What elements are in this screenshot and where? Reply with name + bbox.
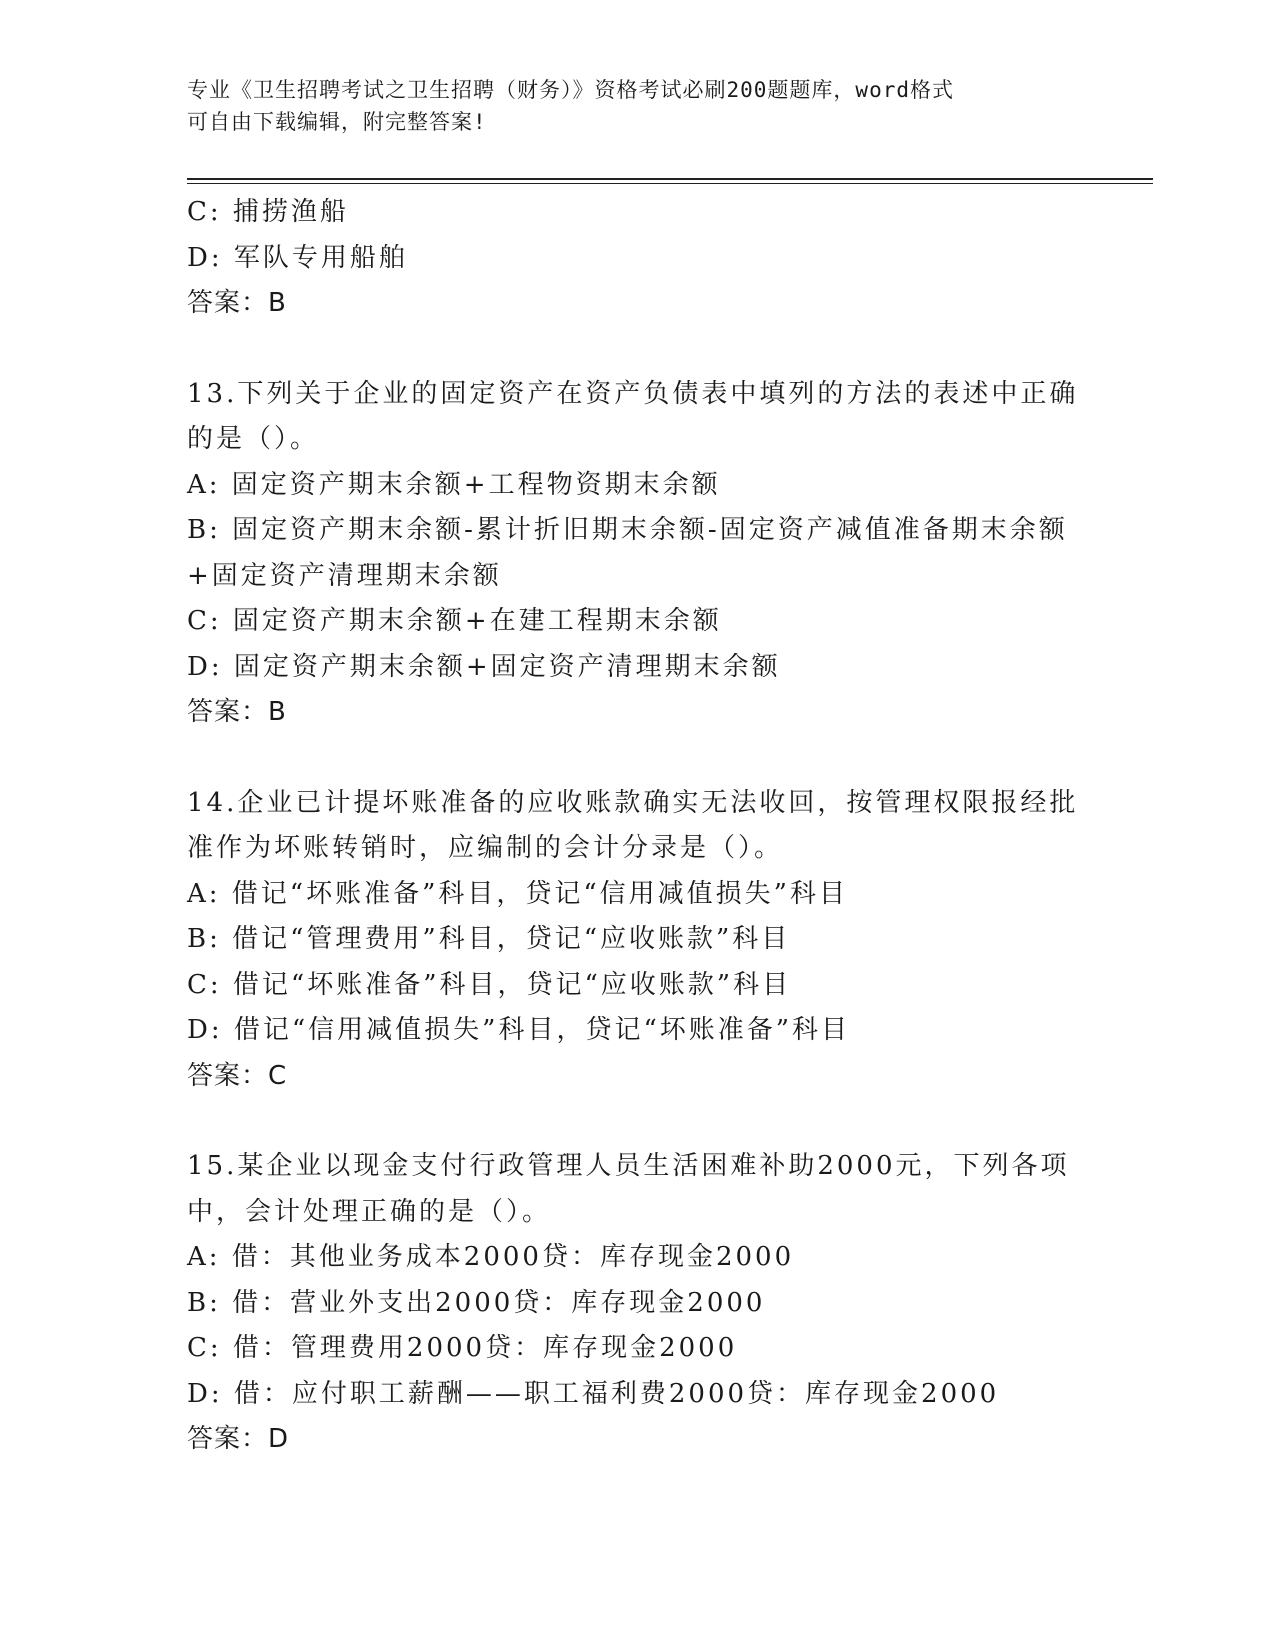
question-spacer [187, 736, 1087, 781]
option-a: A: 借：其他业务成本2000贷：库存现金2000 [187, 1242, 795, 1272]
header-rule-thin [187, 183, 1153, 184]
question-stem: 15.某企业以现金支付行政管理人员生活困难补助2000元，下列各项 [187, 1151, 1070, 1181]
option-c: C: 固定资产期末余额+在建工程期末余额 [187, 606, 722, 636]
option-c: C: 借记“坏账准备”科目，贷记“应收账款”科目 [187, 969, 792, 1000]
option-d: D: 固定资产期末余额+固定资产清理期末余额 [187, 651, 781, 682]
option-c: C: 借：管理费用2000贷：库存现金2000 [187, 1333, 738, 1363]
question-stem-continued: 的是（）。 [187, 424, 320, 454]
answer-line: 答案：D [187, 1424, 290, 1454]
question-list [187, 190, 1087, 1463]
option-a: A: 固定资产期末余额+工程物资期末余额 [187, 469, 721, 500]
option-d: D: 军队专用船舶 [187, 242, 408, 273]
option-b-continued: +固定资产清理期末余额 [187, 560, 502, 591]
answer-line: 答案：B [187, 288, 287, 318]
option-b: B: 借记“管理费用”科目，贷记“应收账款”科目 [187, 924, 791, 954]
option-b: B: 固定资产期末余额-累计折旧期末余额-固定资产减值准备期末余额 [187, 515, 1068, 545]
question-12 [187, 190, 1087, 327]
option-c: C: 捕捞渔船 [187, 197, 349, 227]
document-header [187, 74, 1067, 138]
question-spacer [187, 1099, 1087, 1144]
question-13 [187, 372, 1087, 736]
header-line-1: 专业《卫生招聘考试之卫生招聘（财务）》资格考试必刷200题题库，word格式 [187, 78, 954, 102]
question-15 [187, 1144, 1087, 1463]
question-stem: 14.企业已计提坏账准备的应收账款确实无法收回，按管理权限报经批 [187, 787, 1079, 818]
header-line-2: 可自由下载编辑，附完整答案! [187, 110, 487, 134]
question-stem: 13.下列关于企业的固定资产在资产负债表中填列的方法的表述中正确 [187, 378, 1079, 409]
option-b: B: 借：营业外支出2000贷：库存现金2000 [187, 1287, 766, 1318]
answer-line: 答案：C [187, 1060, 288, 1091]
header-rule-thick [187, 178, 1153, 180]
answer-line: 答案：B [187, 697, 287, 727]
question-stem-continued: 中，会计处理正确的是（）。 [187, 1196, 552, 1227]
option-d: D: 借：应付职工薪酬——职工福利费2000贷：库存现金2000 [187, 1378, 1000, 1409]
question-spacer [187, 327, 1087, 372]
question-stem-continued: 准作为坏账转销时，应编制的会计分录是（）。 [187, 833, 784, 863]
question-14 [187, 781, 1087, 1100]
option-d: D: 借记“信用减值损失”科目，贷记“坏账准备”科目 [187, 1015, 851, 1045]
option-a: A: 借记“坏账准备”科目，贷记“信用减值损失”科目 [187, 878, 848, 909]
